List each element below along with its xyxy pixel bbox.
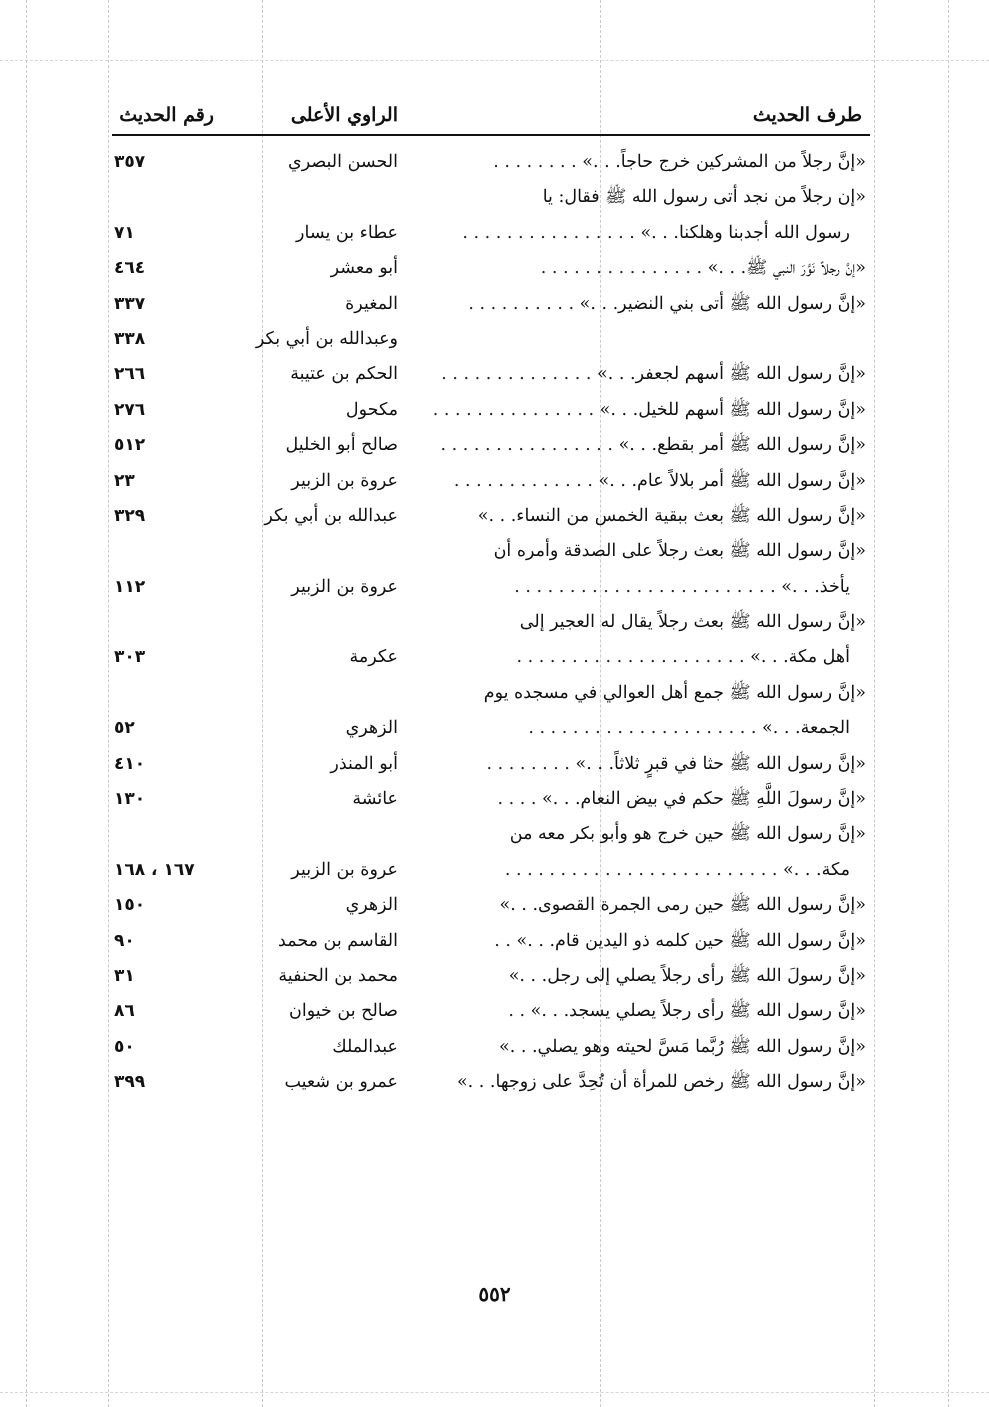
hadith-text: يأخذ. . .» xyxy=(781,576,850,597)
leader-dots: . . . . . . . . . . . . . . . . . . . . . xyxy=(528,718,757,739)
hadith-cell xyxy=(426,216,850,251)
hadith-cell xyxy=(426,534,866,569)
leader-dots: . . . . . . . . . . . . . . . . . . . . . . . . . xyxy=(504,859,778,880)
hadith-cell xyxy=(426,393,866,428)
narrator-cell: عروة بن الزبير xyxy=(291,576,398,597)
leader-dots: . . . . . . . . . . . . . . . . . . . . . . . . xyxy=(514,576,776,597)
narrator-cell: الزهري xyxy=(345,895,398,916)
hadith-text: «إنَّ رسول الله ﷺ بعث ببقية الخمس من النساء. . .» xyxy=(477,505,866,526)
hadith-number: ٣٩٩ xyxy=(114,1072,146,1093)
leader-dots: . . . . . . . . xyxy=(493,152,577,172)
hadith-number: ٥١٢ xyxy=(114,435,146,456)
table-row xyxy=(112,782,870,817)
table-row xyxy=(112,640,870,675)
table-row xyxy=(112,888,870,923)
leader-dots: . . . . xyxy=(497,789,537,810)
narrator-cell: القاسم بن محمد xyxy=(278,930,398,951)
hadith-cell xyxy=(426,711,850,746)
leader-dots: . . xyxy=(508,1001,526,1022)
narrator-cell: المغيرة xyxy=(345,293,398,314)
hadith-text: «إنَّ رسولَ اللَّهِ ﷺ حكم في بيض النعام. . .» xyxy=(541,789,866,810)
hadith-number: ٤٦٤ xyxy=(114,258,146,279)
hadith-text: «إنَّ رسول الله ﷺ بعث رجلاً يقال له العجير إلى xyxy=(519,612,866,633)
hadith-cell xyxy=(426,287,866,322)
narrator-cell: الحكم بن عتيبة xyxy=(290,364,398,385)
hadith-number: ٣١ xyxy=(114,965,135,986)
hadith-cell xyxy=(426,924,866,959)
narrator-cell: الحسن البصري xyxy=(288,152,398,172)
leader-dots: . . . . . . . . . . . . . . . . xyxy=(462,222,635,243)
hadith-text: «إن رجلاً من نجد أتى رسول الله ﷺ فقال: يا xyxy=(542,187,866,208)
table-row xyxy=(112,711,870,746)
table-row xyxy=(112,251,870,286)
narrator-cell: مكحول xyxy=(345,399,398,420)
narrator-cell: عبدالملك xyxy=(332,1036,398,1057)
index-page xyxy=(112,96,870,1336)
hadith-text: «إنَّ رسول الله ﷺ أتى بني النضير. . .» xyxy=(579,293,866,314)
leader-dots: . . . . . . . . . . xyxy=(468,293,575,314)
hadith-cell xyxy=(426,145,866,180)
narrator-cell: صالح أبو الخليل xyxy=(285,435,398,456)
table-row xyxy=(112,499,870,534)
hadith-text: «إنَّ رسولَ الله ﷺ رأى رجلاً يصلي إلى رجل. . .» xyxy=(508,965,866,986)
hadith-text: «إنَّ رسول الله ﷺ أسهم للخيل. . .» xyxy=(599,399,866,420)
hadith-text: أهل مكة. . .» xyxy=(750,647,850,668)
hadith-text: «إنَّ رسول الله ﷺ بعث رجلاً على الصدقة وأمره أن xyxy=(493,541,866,562)
table-row xyxy=(112,994,870,1029)
hadith-text: «إنَّ رسول الله ﷺ أمر بلالاً عام. . .» xyxy=(598,470,866,491)
hadith-text: «إنَّ رسول الله ﷺ رُبَّما مَسَّ لحيته وهو يصلي. . .» xyxy=(499,1036,866,1057)
table-row xyxy=(112,216,870,251)
hadith-number: ٢٧٦ xyxy=(114,399,146,420)
hadith-cell xyxy=(426,640,850,675)
hadith-number: ٢٦٦ xyxy=(114,364,146,385)
narrator-cell: عكرمة xyxy=(349,647,398,668)
table-row xyxy=(112,534,870,569)
hadith-text: «إنَّ رسول الله ﷺ أسهم لجعفر. . .» xyxy=(597,364,866,385)
leader-dots: . . . . . . . . . . . . . . . xyxy=(540,258,703,279)
hadith-text: «إنَّ رسول الله ﷺ جمع أهل العوالي في مسجده يوم xyxy=(483,682,866,703)
hadith-cell xyxy=(426,747,866,782)
hadith-cell xyxy=(426,888,866,923)
narrator-cell: عمرو بن شعيب xyxy=(284,1072,398,1093)
hadith-cell xyxy=(426,357,866,392)
hadith-cell xyxy=(426,499,866,534)
table-row xyxy=(112,853,870,888)
hadith-text: «إنَّ رسول الله ﷺ حين كلمه ذو اليدين قام. . .» xyxy=(516,930,866,951)
table-row xyxy=(112,322,870,357)
narrator-cell: عبدالله بن أبي بكر xyxy=(264,505,398,526)
hadith-number: ٤١٠ xyxy=(114,753,146,774)
leader-dots: . . . . . . . . . . . . . . . . xyxy=(440,435,613,456)
table-row xyxy=(112,180,870,215)
leader-dots: . . . . . . . . . . . . . . . xyxy=(432,399,595,420)
hadith-number: ٨٦ xyxy=(114,1001,135,1022)
narrator-cell: أبو المنذر xyxy=(330,753,398,774)
hadith-cell xyxy=(426,1065,866,1100)
page-number: ٥٥٢ xyxy=(478,1282,511,1306)
table-row xyxy=(112,393,870,428)
hadith-text: «إنَّ رجلاً نَوَّرَ النبي ﷺ. . .» xyxy=(707,258,866,279)
narrator-cell: محمد بن الحنفية xyxy=(278,965,398,986)
hadith-cell xyxy=(426,782,866,817)
table-row xyxy=(112,570,870,605)
leader-dots: . . . . . . . . xyxy=(486,753,570,774)
hadith-text: مكة. . .» xyxy=(783,859,850,880)
hadith-text: «إنَّ رسول الله ﷺ حين خرج هو وأبو بكر معه من xyxy=(509,824,866,845)
hadith-number: ٣٣٧ xyxy=(114,293,146,314)
narrator-cell: عطاء بن يسار xyxy=(296,222,398,243)
hadith-number: ١٦٧ ، ١٦٨ xyxy=(114,859,195,880)
hadith-number: ١٥٠ xyxy=(114,895,146,916)
hadith-cell xyxy=(426,464,866,499)
leader-dots: . . . . . . . . . . . . . . . . . . . . . xyxy=(516,647,745,668)
leader-dots: . . . . . . . . . . . . . . xyxy=(441,364,592,385)
index-rows xyxy=(112,145,870,1101)
hadith-text: رسول الله أجدبنا وهلكنا. . .» xyxy=(640,222,850,243)
table-row xyxy=(112,357,870,392)
hadith-number: ٧١ xyxy=(114,222,135,243)
hadith-cell xyxy=(426,605,866,640)
narrator-cell: عروة بن الزبير xyxy=(291,859,398,880)
hadith-cell xyxy=(426,959,866,994)
header-hadith: طرف الحديث xyxy=(752,104,862,126)
table-row xyxy=(112,605,870,640)
header-number: رقم الحديث xyxy=(119,104,214,126)
hadith-number: ١١٢ xyxy=(114,576,146,597)
hadith-cell xyxy=(426,251,866,286)
table-row xyxy=(112,747,870,782)
leader-dots: . . . . . . . . . . . . . xyxy=(453,470,593,491)
hadith-number: ٣٥٧ xyxy=(114,152,146,172)
narrator-cell: أبو معشر xyxy=(330,258,398,279)
hadith-text: «إنَّ رسول الله ﷺ رخص للمرأة أن تُحِدَّ على زوجها. . .» xyxy=(456,1072,866,1093)
table-row xyxy=(112,959,870,994)
hadith-text: «إنَّ رسول الله ﷺ حثا في قبرٍ ثلاثاً. . .» xyxy=(575,753,866,774)
header-narrator: الراوي الأعلى xyxy=(290,104,398,126)
hadith-text: الجمعة. . .» xyxy=(762,718,850,739)
hadith-number: ٣٣٨ xyxy=(114,328,146,349)
table-row xyxy=(112,287,870,322)
leader-dots: . . xyxy=(494,930,511,951)
hadith-number: ٢٣ xyxy=(114,470,135,491)
table-row xyxy=(112,1065,870,1100)
table-row xyxy=(112,428,870,463)
hadith-cell xyxy=(426,676,866,711)
hadith-cell xyxy=(426,428,866,463)
narrator-cell: صالح بن خيوان xyxy=(289,1001,398,1022)
hadith-number: ١٣٠ xyxy=(114,789,146,810)
narrator-cell: الزهري xyxy=(345,718,398,739)
narrator-cell: عروة بن الزبير xyxy=(291,470,398,491)
hadith-cell xyxy=(426,1030,866,1065)
table-row xyxy=(112,676,870,711)
table-row xyxy=(112,817,870,852)
hadith-number: ٣٢٩ xyxy=(114,505,146,526)
hadith-number: ٥٠ xyxy=(114,1036,135,1057)
table-row xyxy=(112,145,870,180)
hadith-cell xyxy=(426,853,850,888)
table-row xyxy=(112,1030,870,1065)
narrator-cell: وعبدالله بن أبي بكر xyxy=(255,328,398,349)
hadith-number: ٣٠٣ xyxy=(114,647,146,668)
hadith-number: ٩٠ xyxy=(114,930,135,951)
hadith-cell xyxy=(426,570,850,605)
table-row xyxy=(112,464,870,499)
hadith-cell xyxy=(426,817,866,852)
hadith-text: «إنَّ رسول الله ﷺ أمر بقطع. . .» xyxy=(618,435,866,456)
hadith-number: ٥٢ xyxy=(114,718,135,739)
hadith-text: «إنَّ رجلاً من المشركين خرج حاجاً. . .» xyxy=(582,152,866,172)
table-header xyxy=(112,96,870,136)
hadith-cell xyxy=(426,994,866,1029)
hadith-cell xyxy=(426,180,866,215)
narrator-cell: عائشة xyxy=(352,789,398,810)
hadith-text: «إنَّ رسول الله ﷺ حين رمى الجمرة القصوى. . .» xyxy=(499,895,866,916)
table-row xyxy=(112,924,870,959)
hadith-text: «إنَّ رسول الله ﷺ رأى رجلاً يصلي يسجد. . .» xyxy=(530,1001,866,1022)
